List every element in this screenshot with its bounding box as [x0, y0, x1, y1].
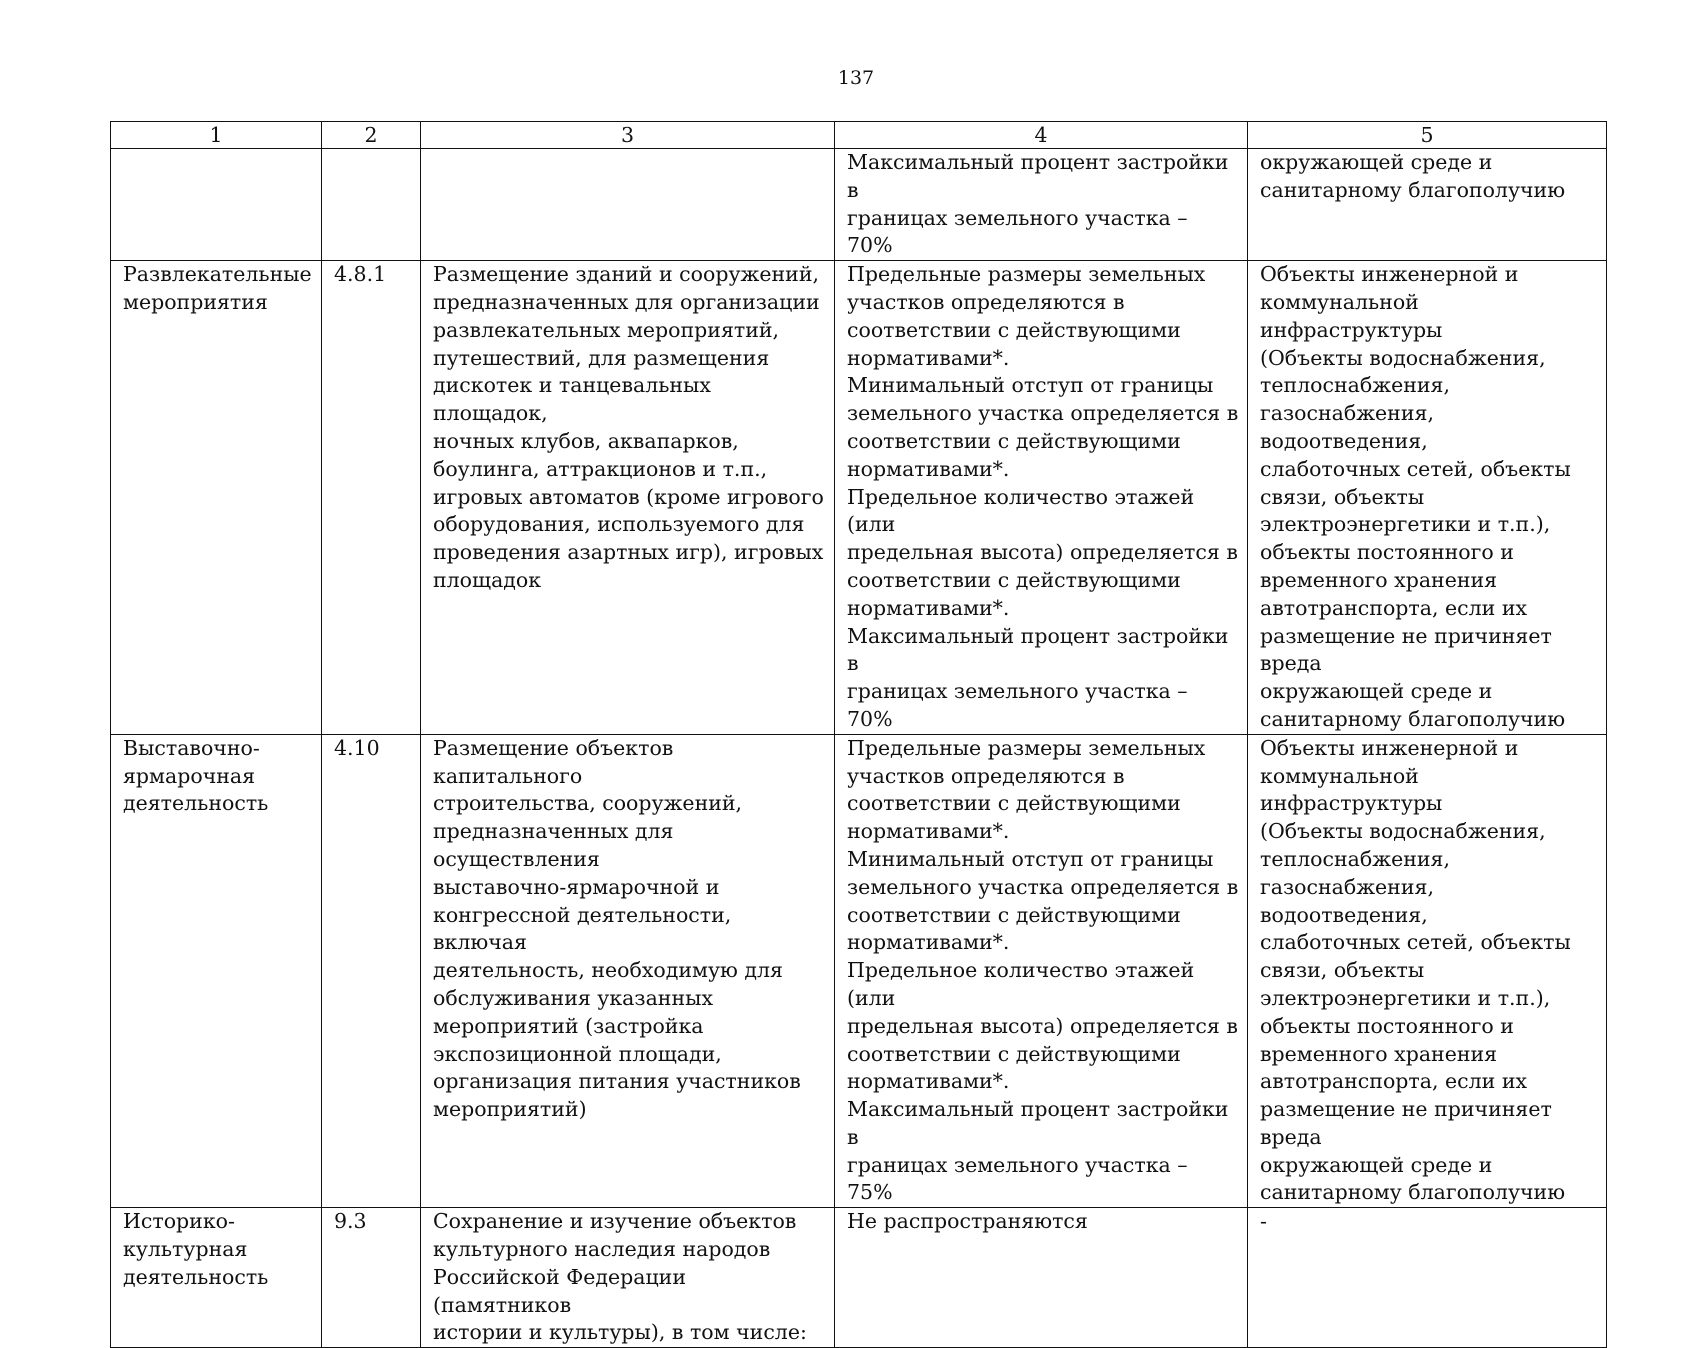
use-code-cell: [322, 1208, 421, 1348]
use-description-cell: [421, 261, 835, 735]
header-col-3: 3: [421, 122, 835, 149]
table-row: [111, 1208, 1607, 1348]
use-code-cell: [322, 261, 421, 735]
continuation-description-cell: [421, 149, 835, 261]
continuation-name-cell: [111, 149, 322, 261]
table-row: [111, 261, 1607, 735]
header-col-4: 4: [835, 122, 1248, 149]
use-name-cell: [111, 734, 322, 1208]
use-code-cell: [322, 734, 421, 1208]
use-description-cell: [421, 734, 835, 1208]
use-description-cell: [421, 1208, 835, 1348]
use-auxiliary: Объекты инженерной и коммунальной инфраструктуры (Объекты водоснабжения, теплоснабжения, газоснабжения, водоотведения, слаботочных сетей, объекты связи, объекты электроэнергетики и т.п.), объекты постоянного и временного хранения автотранспорта, если их размещение не причиняет вреда окружающей среде и санитарному благополучию: [1260, 262, 1571, 731]
use-name-cell: [111, 261, 322, 735]
use-code: 9.3: [334, 1209, 367, 1234]
use-auxiliary: Объекты инженерной и коммунальной инфраструктуры (Объекты водоснабжения, теплоснабжения, газоснабжения, водоотведения, слаботочных сетей, объекты связи, объекты электроэнергетики и т.п.), объекты постоянного и временного хранения автотранспорта, если их размещение не причиняет вреда окружающей среде и санитарному благополучию: [1260, 735, 1571, 1205]
use-parameters-cell: [835, 261, 1248, 735]
use-description: Размещение зданий и сооружений, предназначенных для организации развлекательных мероприятий, путешествий, для размещения дискотек и танцевальных площадок, ночных клубов, аквапарков, боулинга, аттракционов и т.п., игровых автоматов (кроме игрового оборудования, используемого для проведения азартных игр), игровых площадок: [433, 262, 824, 592]
header-col-5: 5: [1248, 122, 1607, 149]
page-number: 137: [837, 67, 875, 89]
table-row: [111, 734, 1607, 1208]
continuation-auxiliary-cell: [1248, 149, 1607, 261]
header-col-2: 2: [322, 122, 421, 149]
continuation-parameters-text: Максимальный процент застройки в границах земельного участка – 70%: [847, 150, 1229, 258]
use-auxiliary: -: [1260, 1209, 1267, 1234]
use-parameters: Предельные размеры земельных участков определяются в соответствии с действующими нормативами*. Минимальный отступ от границы земельного участка определяется в соответствии с действующими нормативами*. Предельное количество этажей (или предельная высота) определяется в соответствии с действующими нормативами*. Максимальный процент застройки в границах земельного участка – 70%: [847, 262, 1239, 731]
use-parameters-cell: [835, 734, 1248, 1208]
table-header-row: [111, 122, 1607, 149]
use-parameters-cell: [835, 1208, 1248, 1348]
use-code: 4.8.1: [334, 262, 387, 287]
use-code: 4.10: [334, 735, 380, 760]
continuation-parameters-cell: [835, 149, 1248, 261]
continuation-auxiliary-text: окружающей среде и санитарному благополучию: [1260, 150, 1566, 202]
use-auxiliary-cell: [1248, 261, 1607, 735]
use-description: Размещение объектов капитального строительства, сооружений, предназначенных для осуществления выставочно-ярмарочной и конгрессной деятельности, включая деятельность, необходимую для обслуживания указанных мероприятий (застройка экспозиционной площади, организация питания участников мероприятий): [433, 735, 801, 1122]
land-use-table: [110, 121, 1607, 1348]
continuation-code-cell: [322, 149, 421, 261]
use-auxiliary-cell: [1248, 734, 1607, 1208]
header-col-1: 1: [111, 122, 322, 149]
use-description: Сохранение и изучение объектов культурного наследия народов Российской Федерации (памятников истории и культуры), в том числе:: [433, 1209, 807, 1345]
use-auxiliary-cell: [1248, 1208, 1607, 1348]
use-parameters: Предельные размеры земельных участков определяются в соответствии с действующими нормативами*. Минимальный отступ от границы земельного участка определяется в соответствии с действующими нормативами*. Предельное количество этажей (или предельная высота) определяется в соответствии с действующими нормативами*. Максимальный процент застройки в границах земельного участка – 75%: [847, 735, 1239, 1205]
use-parameters: Не распространяются: [847, 1209, 1088, 1234]
use-name: Историко- культурная деятельность: [123, 1209, 269, 1289]
use-name-cell: [111, 1208, 322, 1348]
use-name: Развлекательные мероприятия: [123, 262, 312, 314]
use-name: Выставочно- ярмарочная деятельность: [123, 735, 269, 816]
table-row-continuation: [111, 149, 1607, 261]
